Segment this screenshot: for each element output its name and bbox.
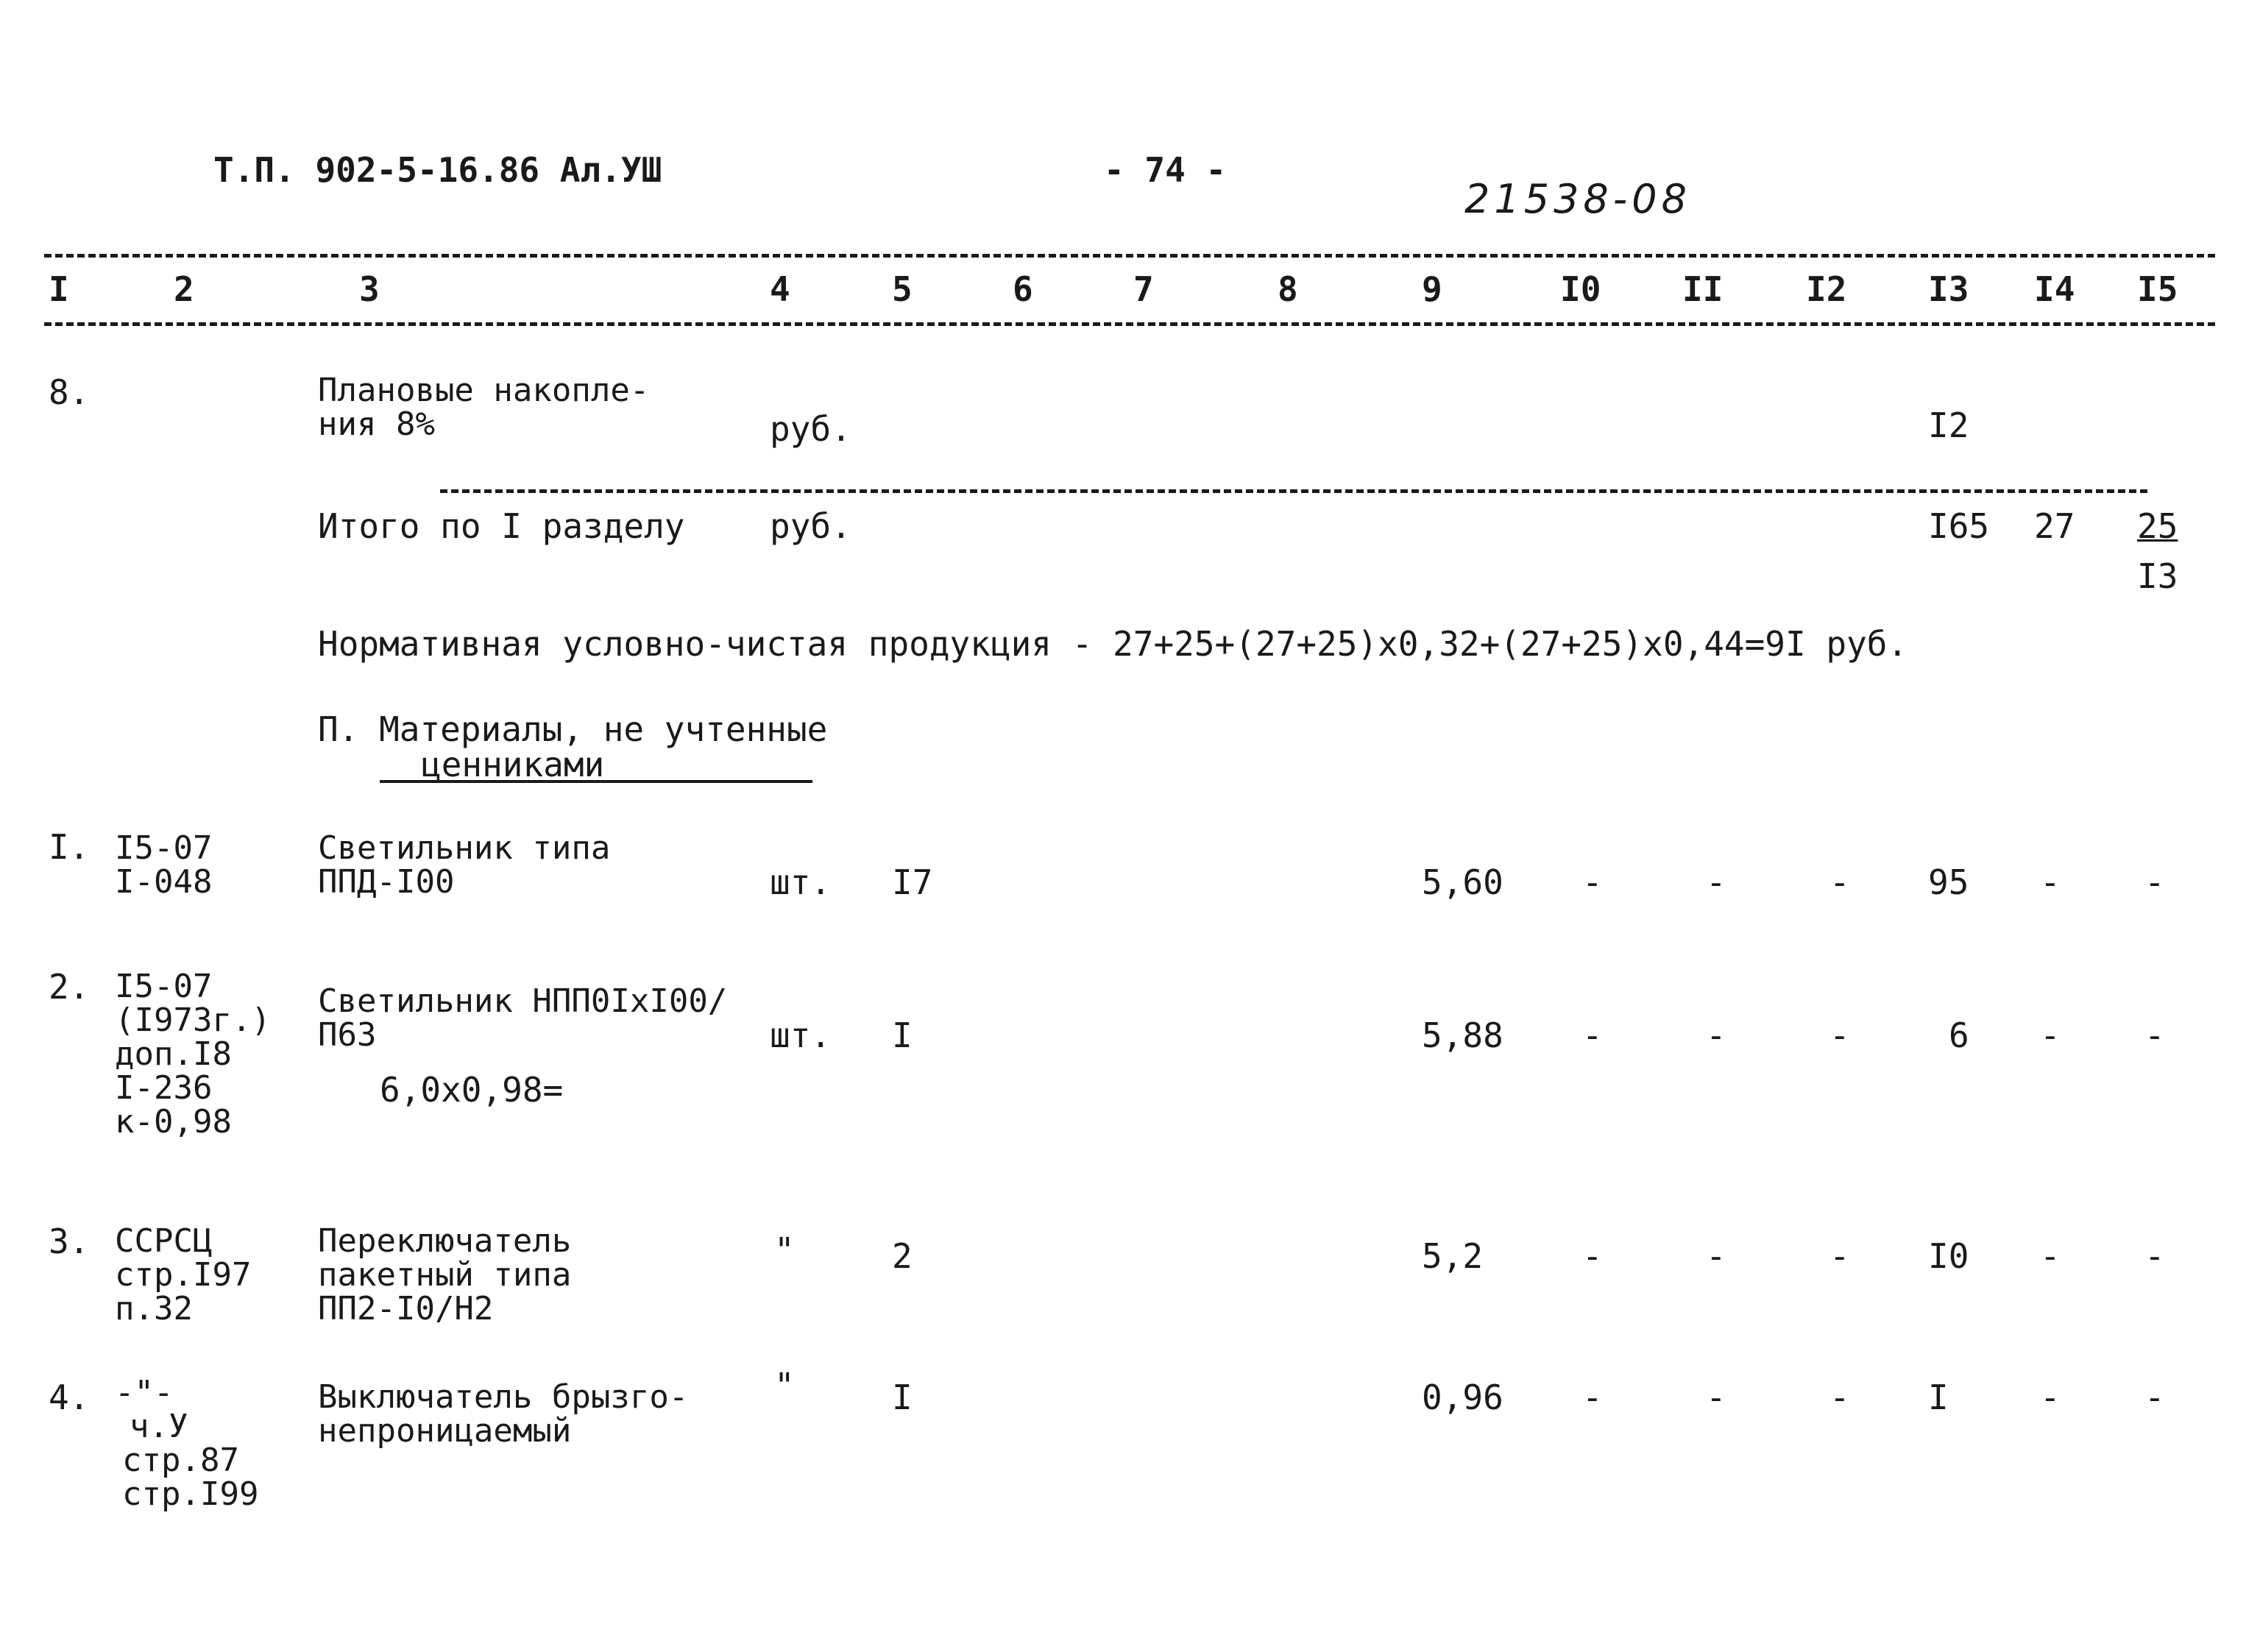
section1-total-col14: 27 [2034,506,2075,546]
item4-col14: - [2040,1378,2061,1417]
section1-total-col13: I65 [1928,506,1990,546]
item3-code-line2: стр.I97 [115,1256,252,1294]
header-top-rule [44,254,2215,258]
item4-number: 4. [49,1378,90,1417]
row8-unit: руб. [770,409,851,449]
item2-code-line1: I5-07 [115,968,213,1005]
document-reference: Т.П. 902-5-16.86 Ал.УШ [213,150,662,190]
section1-total-col15-bottom: I3 [2137,556,2178,596]
item1-price: 5,60 [1422,862,1503,902]
item3-col12: - [1829,1236,1850,1276]
item3-col15: - [2144,1236,2165,1276]
item1-code-line1: I5-07 [115,829,213,867]
normative-product-line: Нормативная условно-чистая продукция - 27+25+(27+25)х0,32+(27+25)х0,44=9I руб. [318,624,1908,664]
column-number-5: 5 [892,269,913,309]
document-code: 21538-08 [1464,176,1691,222]
item1-name-line2: ППД-I00 [318,863,455,901]
item3-price: 5,2 [1422,1236,1484,1276]
item1-name-line1: Светильник типа [318,829,611,867]
item2-formula: 6,0х0,98= [380,1070,564,1110]
item2-col12: - [1829,1015,1850,1055]
column-number-7: 7 [1133,269,1154,309]
column-number-6: 6 [1013,269,1033,309]
item2-quantity: I [892,1015,913,1055]
item4-code-line4: стр.I99 [122,1475,259,1513]
column-number-12: I2 [1806,269,1847,309]
row8-number: 8. [49,372,90,412]
item1-quantity: I7 [892,862,933,902]
item2-col11: - [1706,1015,1726,1055]
item1-col10: - [1582,862,1603,902]
item4-code-line1: -"- [115,1374,174,1411]
column-number-9: 9 [1422,269,1442,309]
row8-col13: I2 [1928,405,1969,445]
item3-name-line3: ПП2-I0/Н2 [318,1290,494,1327]
item3-code-line3: п.32 [115,1290,193,1327]
item1-col15: - [2144,862,2165,902]
section1-total-label: Итого по I разделу [318,506,685,546]
column-number-3: 3 [359,269,380,309]
section2-title-line1: П. Материалы, не учтенные [318,709,828,749]
column-number-4: 4 [770,269,790,309]
item4-price: 0,96 [1422,1378,1503,1417]
section1-total-unit: руб. [770,506,851,546]
item1-code-line2: I-048 [115,863,213,901]
item2-price: 5,88 [1422,1015,1503,1055]
column-number-2: 2 [174,269,194,309]
item2-name-line2: П63 [318,1016,377,1054]
row8-name-line2: ния 8% [318,405,435,443]
item2-code-line2: (I973г.) [115,1002,271,1039]
column-number-1: I [49,269,69,309]
header-bottom-rule [44,322,2215,326]
item4-code-line2: ч.У [130,1408,188,1445]
item3-name-line2: пакетный типа [318,1256,572,1294]
item2-name-line1: Светильник НПП0IхI00/ [318,982,728,1020]
item4-col10: - [1582,1378,1603,1417]
section1-total-col15-top: 25 [2137,506,2178,546]
item2-code-line5: к-0,98 [115,1103,232,1141]
row8-name-line1: Плановые накопле- [318,372,650,409]
item3-col14: - [2040,1236,2061,1276]
column-number-11: II [1682,269,1724,309]
item1-number: I. [49,827,90,867]
item3-quantity: 2 [892,1236,913,1276]
item2-col15: - [2144,1015,2165,1055]
section2-title-underline [380,780,812,783]
item2-unit: шт. [770,1015,832,1055]
item3-col10: - [1582,1236,1603,1276]
item1-col11: - [1706,862,1726,902]
item4-unit: " [774,1366,795,1405]
item2-code-line3: доп.I8 [115,1035,232,1073]
item1-unit: шт. [770,862,832,902]
item4-col15: - [2144,1378,2165,1417]
item1-col13: 95 [1928,862,1969,902]
item3-number: 3. [49,1222,90,1261]
item4-col12: - [1829,1378,1850,1417]
item1-col14: - [2040,862,2061,902]
item4-name-line2: непроницаемый [318,1412,572,1450]
column-number-15: I5 [2137,269,2178,309]
item2-code-line4: I-236 [115,1069,213,1107]
subtotal-rule [440,489,2147,493]
item3-name-line1: Переключатель [318,1222,572,1260]
item4-col11: - [1706,1378,1726,1417]
item1-col12: - [1829,862,1850,902]
item4-code-line3: стр.87 [122,1442,239,1479]
section2-title-line2: ценниками [421,745,605,784]
item3-code-line1: ССРСЦ [115,1222,213,1260]
item4-quantity: I [892,1378,913,1417]
item2-col14: - [2040,1015,2061,1055]
item3-col11: - [1706,1236,1726,1276]
item3-col13: I0 [1928,1236,1969,1276]
item2-col10: - [1582,1015,1603,1055]
page-number: - 74 - [1104,150,1227,190]
column-number-13: I3 [1928,269,1969,309]
column-number-14: I4 [2034,269,2075,309]
item4-name-line1: Выключатель брызго- [318,1378,689,1416]
item2-col13: 6 [1949,1015,1969,1055]
column-number-10: I0 [1560,269,1601,309]
item3-unit: " [774,1230,795,1270]
item2-number: 2. [49,967,90,1007]
item4-col13: I [1928,1378,1949,1417]
column-number-8: 8 [1278,269,1298,309]
